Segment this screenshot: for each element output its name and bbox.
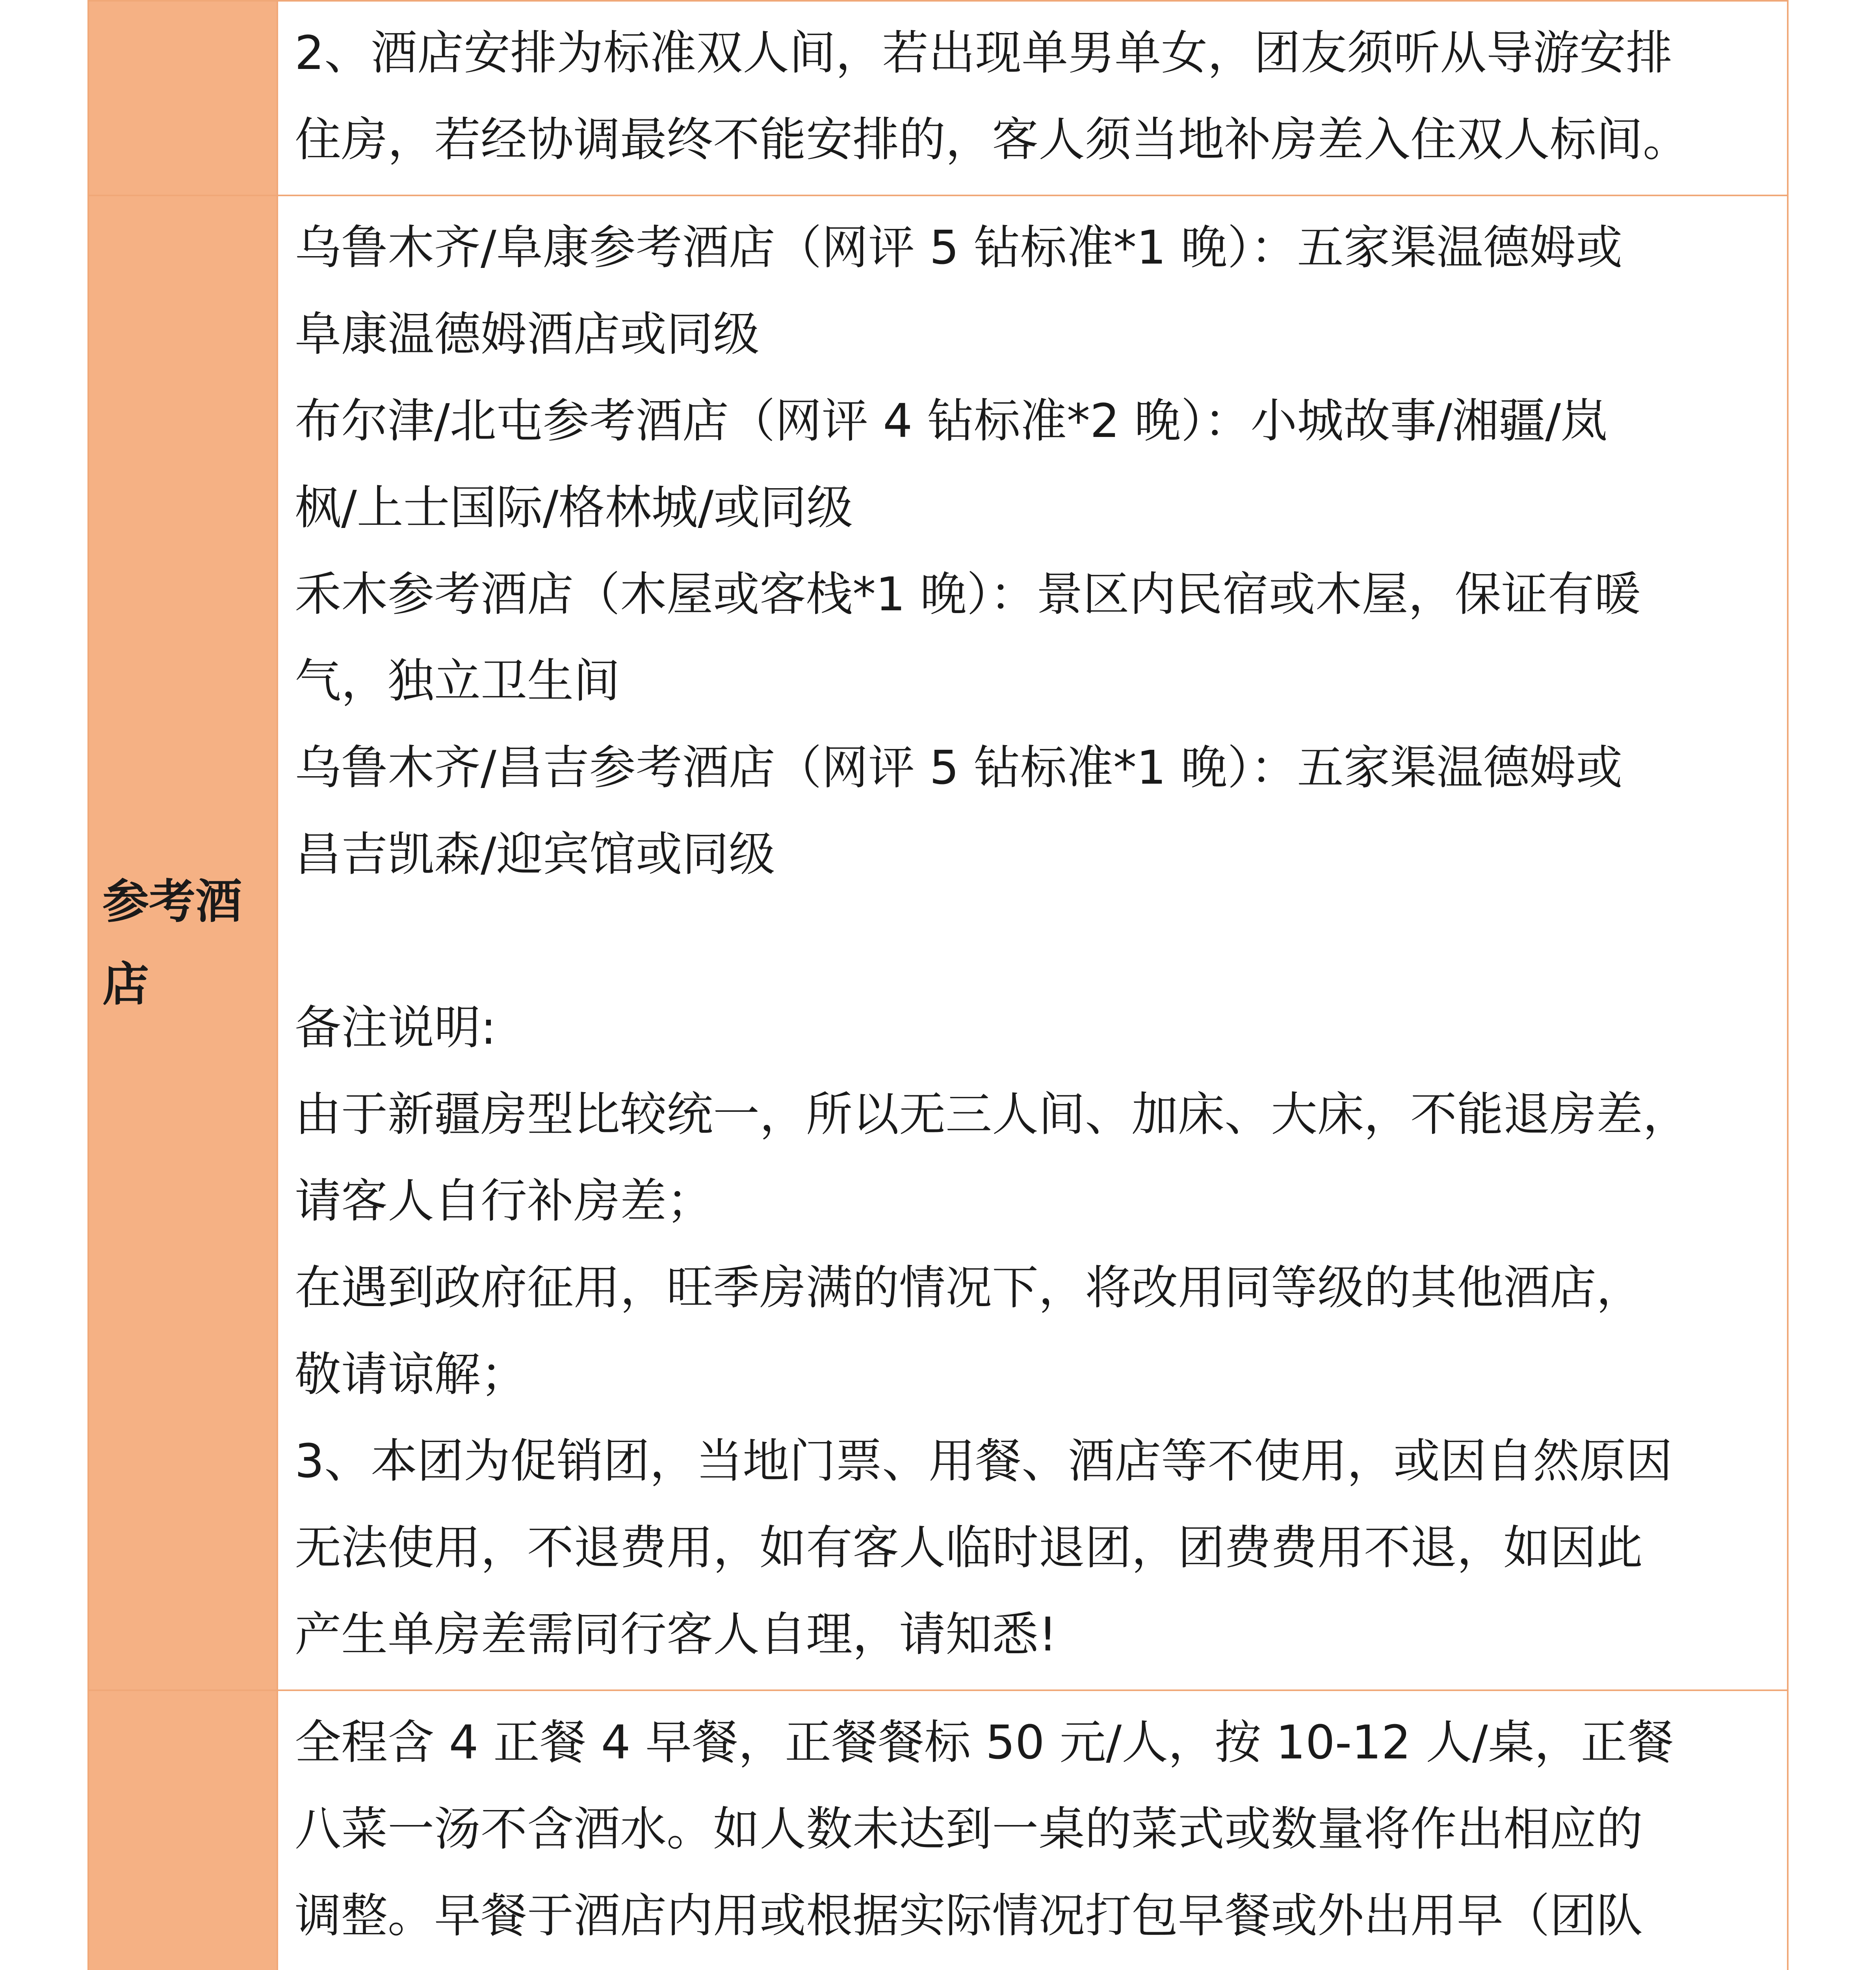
meals-row bbox=[88, 1690, 1788, 1970]
section-content-cell bbox=[277, 195, 1788, 1690]
content-line: 住房，若经协调最终不能安排的，客人须当地补房差入住双人标间。 bbox=[295, 112, 1690, 167]
content-line: 乌鲁木齐/昌吉参考酒店（网评 5 钻标准*1 晚）：五家渠温德姆或 bbox=[295, 740, 1623, 795]
content-line: 3、本团为促销团，当地门票、用餐、酒店等不使用，或因自然原因 bbox=[295, 1434, 1673, 1488]
content-line: 无法使用，不退费用，如有客人临时退团，团费费用不退，如因此 bbox=[295, 1520, 1643, 1575]
content-line: 气，独立卫生间 bbox=[295, 654, 620, 708]
content-line: 敬请谅解； bbox=[295, 1347, 528, 1401]
section-label-cell bbox=[88, 1690, 277, 1970]
section-content bbox=[278, 2, 1787, 195]
section-content-cell bbox=[277, 1, 1788, 195]
content-line bbox=[295, 1959, 1773, 1970]
blank-line bbox=[295, 898, 1773, 984]
content-line: 由于新疆房型比较统一，所以无三人间、加床、大床，不能退房差， bbox=[295, 1087, 1690, 1141]
content-line: 布尔津/北屯参考酒店（网评 4 钻标准*2 晚）：小城故事/湘疆/岚 bbox=[295, 394, 1607, 448]
content-line: 2、酒店安排为标准双人间，若出现单男单女，团友须听从导游安排 bbox=[295, 26, 1673, 80]
section-content-cell bbox=[277, 1690, 1788, 1970]
content-line: 备注说明: bbox=[295, 1000, 496, 1055]
content-line: 调整。早餐于酒店内用或根据实际情况打包早餐或外出用早（团队 bbox=[295, 1888, 1643, 1943]
content-line: 枫/上士国际/格林城/或同级 bbox=[295, 480, 853, 535]
section-label-cell bbox=[88, 1, 277, 195]
section-label-cell bbox=[88, 195, 277, 1690]
content-line: 阜康温德姆酒店或同级 bbox=[295, 307, 760, 361]
section-content bbox=[278, 196, 1787, 1689]
content-line: 产生单房差需同行客人自理，请知悉! bbox=[295, 1607, 1057, 1661]
itinerary-table bbox=[87, 0, 1789, 1970]
hotel-arrangement-row bbox=[88, 1, 1788, 195]
content-line: 全程含 4 正餐 4 早餐，正餐餐标 50 元/人，按 10-12 人/桌，正餐 bbox=[295, 1715, 1674, 1769]
content-line: 八菜一汤不含酒水。如人数未达到一桌的菜式或数量将作出相应的 bbox=[295, 1802, 1643, 1856]
content-line: 请客人自行补房差； bbox=[295, 1174, 713, 1228]
content-line: 乌鲁木齐/阜康参考酒店（网评 5 钻标准*1 晚）：五家渠温德姆或 bbox=[295, 220, 1623, 275]
section-content bbox=[278, 1691, 1787, 1970]
content-line: 在遇到政府征用，旺季房满的情况下，将改用同等级的其他酒店， bbox=[295, 1260, 1643, 1315]
table-body bbox=[88, 1, 1788, 1970]
section-label: 参考酒店 bbox=[102, 874, 242, 1011]
content-line: 昌吉凯森/迎宾馆或同级 bbox=[295, 827, 775, 881]
content-line: 禾木参考酒店（木屋或客栈*1 晚）：景区内民宿或木屋，保证有暖 bbox=[295, 567, 1641, 621]
reference-hotel-row bbox=[88, 195, 1788, 1690]
